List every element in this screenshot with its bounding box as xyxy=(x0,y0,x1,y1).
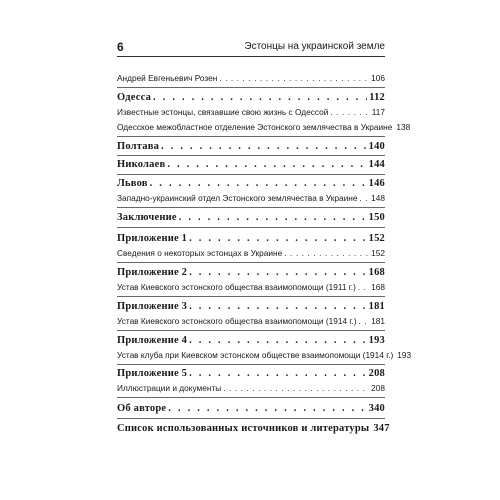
toc-dot-leader xyxy=(153,92,367,104)
toc-dot-leader xyxy=(189,233,367,245)
toc-entry xyxy=(117,107,385,117)
toc-entry xyxy=(117,282,385,292)
toc-dot-leader xyxy=(167,159,366,171)
toc-section-page: 193 xyxy=(368,335,385,346)
toc-dot-leader xyxy=(189,301,367,313)
toc-section-page: 208 xyxy=(368,368,385,379)
toc-section-label: Приложение 4 xyxy=(117,335,188,346)
toc-section-page: 340 xyxy=(368,403,385,414)
toc-dot-leader xyxy=(161,141,367,153)
section-divider xyxy=(117,364,385,365)
toc-dot-leader xyxy=(168,403,366,415)
toc-entry xyxy=(117,73,385,83)
running-title: Эстонцы на украинской земле xyxy=(244,41,385,52)
toc-section xyxy=(117,423,390,435)
toc-section-page: 152 xyxy=(368,233,385,244)
toc-dot-leader xyxy=(179,212,367,224)
toc-dot-leader xyxy=(359,193,369,203)
toc-entry xyxy=(117,193,385,203)
toc-entry-page: 106 xyxy=(371,73,385,83)
toc-entry-label: Одесское межобластное отделение Эстонского землячества в Украине xyxy=(117,122,393,132)
toc-entry xyxy=(117,383,385,393)
page-number: 6 xyxy=(117,40,124,54)
section-divider xyxy=(117,207,385,208)
toc-section xyxy=(117,267,385,279)
toc-dot-leader xyxy=(358,316,369,326)
toc-dot-leader xyxy=(150,178,367,190)
toc-entry-label: Известные эстонцы, связавшие свою жизнь с Одессой xyxy=(117,107,329,117)
toc-dot-leader xyxy=(223,383,369,393)
toc-section xyxy=(117,178,385,190)
toc-entry-page: 138 xyxy=(396,122,411,132)
toc-section xyxy=(117,403,385,415)
toc-section xyxy=(117,212,385,224)
section-divider xyxy=(117,174,385,175)
toc-section-label: Приложение 2 xyxy=(117,267,188,278)
toc-section-label: Заключение xyxy=(117,212,177,223)
toc-section-page: 347 xyxy=(373,423,390,434)
toc-section xyxy=(117,368,385,380)
toc-section xyxy=(117,141,385,153)
toc-entry xyxy=(117,248,385,258)
toc-section-page: 140 xyxy=(368,141,385,152)
toc-section-page: 144 xyxy=(368,159,385,170)
toc-dot-leader xyxy=(189,267,367,279)
toc-dot-leader xyxy=(189,335,367,347)
section-divider xyxy=(117,155,385,156)
toc-section-label: Полтава xyxy=(117,141,160,152)
toc-section-label: Николаев xyxy=(117,159,166,170)
section-divider xyxy=(117,227,385,228)
toc-section xyxy=(117,335,385,347)
toc-section-page: 112 xyxy=(369,92,385,103)
toc-section xyxy=(117,92,385,104)
toc-dot-leader xyxy=(358,282,369,292)
toc-entry-page: 117 xyxy=(371,107,385,117)
toc-section-label: Приложение 5 xyxy=(117,368,188,379)
toc-section-page: 146 xyxy=(368,178,385,189)
toc-entry-page: 208 xyxy=(371,383,385,393)
toc-dot-leader xyxy=(284,248,369,258)
section-divider xyxy=(117,397,385,398)
toc-entry-page: 152 xyxy=(371,248,385,258)
toc-entry-label: Устав Киевского эстонского общества взаимопомощи (1911 г.) xyxy=(117,282,356,292)
toc-section-label: Список использованных источников и литературы xyxy=(117,423,370,434)
section-divider xyxy=(117,330,385,331)
toc-dot-leader xyxy=(189,368,367,380)
section-divider xyxy=(117,418,385,419)
toc-section-label: Об авторе xyxy=(117,403,167,414)
toc-entry-label: Западно-украинский отдел Эстонского землячества в Украине xyxy=(117,193,358,203)
page-header xyxy=(117,40,385,57)
section-divider xyxy=(117,136,385,137)
toc-entry-label: Устав Киевского эстонского общества взаимопомощи (1914 г.) xyxy=(117,316,357,326)
toc-dot-leader xyxy=(219,73,369,83)
toc-section xyxy=(117,233,385,245)
toc-section-page: 181 xyxy=(368,301,385,312)
toc-section-label: Приложение 3 xyxy=(117,301,188,312)
toc-section-label: Львов xyxy=(117,178,148,189)
toc-entry xyxy=(117,122,411,132)
toc-entry-page: 193 xyxy=(397,350,412,360)
section-divider xyxy=(117,296,385,297)
toc-entry-label: Сведения о некоторых эстонцах в Украине xyxy=(117,248,283,258)
toc-section-page: 150 xyxy=(368,212,385,223)
toc-entry xyxy=(117,350,412,360)
toc-dot-leader xyxy=(330,107,369,117)
toc-section-page: 168 xyxy=(368,267,385,278)
toc-entry-page: 181 xyxy=(371,316,385,326)
toc-entry-page: 148 xyxy=(371,193,385,203)
section-divider xyxy=(117,87,385,88)
toc-section-label: Приложение 1 xyxy=(117,233,188,244)
toc-entry-label: Устав клуба при Киевском эстонском обществе взаимопомощи (1914 г.) xyxy=(117,350,394,360)
toc-section xyxy=(117,301,385,313)
section-divider xyxy=(117,262,385,263)
toc-section xyxy=(117,159,385,171)
toc-entry-label: Андрей Евгеньевич Розен xyxy=(117,73,218,83)
toc-section-label: Одесса xyxy=(117,92,152,103)
toc-entry-label: Иллюстрации и документы xyxy=(117,383,222,393)
toc-entry xyxy=(117,316,385,326)
toc-entry-page: 168 xyxy=(371,282,385,292)
